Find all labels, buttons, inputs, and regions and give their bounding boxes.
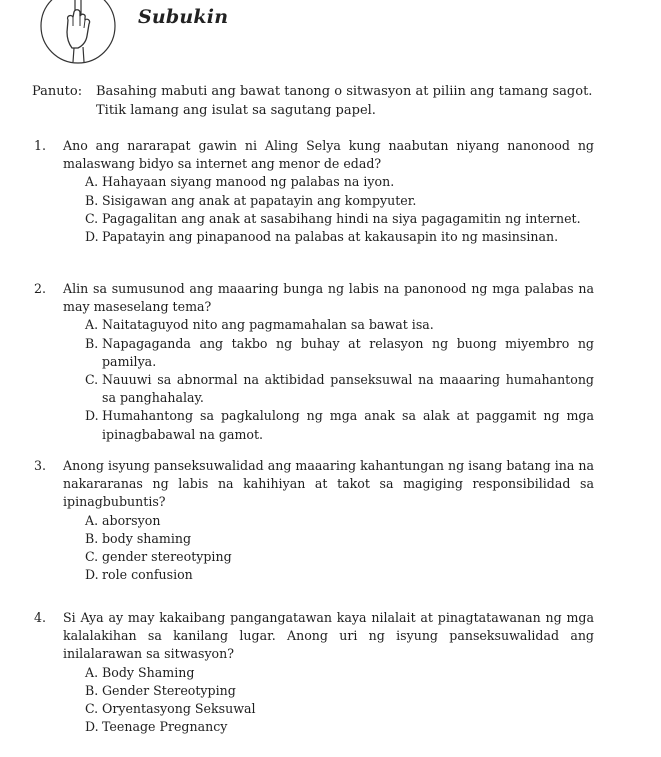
choice-text: Sisigawan ang anak at papatayin ang kompyuter. — [102, 192, 417, 208]
choice-letter: D. — [85, 567, 99, 583]
question-text: Ano ang nararapat gawin ni Aling Selya kung naabutan niyang nanonood ng malaswang bidyo sa internet ang menor de edad? — [63, 138, 594, 172]
choice-c — [85, 548, 594, 566]
question-2 — [34, 280, 594, 444]
question-1 — [34, 137, 594, 246]
choice-letter: B. — [85, 335, 99, 351]
choice-letter: C. — [85, 210, 99, 226]
choice-text: gender stereotyping — [102, 549, 232, 565]
choice-d — [85, 407, 594, 443]
instructions — [32, 82, 632, 120]
choice-letter: A. — [85, 664, 99, 680]
choice-text: Body Shaming — [102, 664, 195, 680]
choice-letter: C. — [85, 372, 99, 388]
choice-text: Pagagalitan ang anak at sasabihang hindi na siya pagagamitin ng internet. — [102, 210, 581, 226]
choice-text: Gender Stereotyping — [102, 682, 236, 698]
question-text: Si Aya ay may kakaibang pangangatawan kaya nilalait at pinagtatawanan ng mga kalalakihan sa kanilang lugar. Anong uri ng isyung panseksuwalidad ang inilalarawan sa sitwasyon? — [63, 610, 594, 662]
question-4 — [34, 609, 594, 736]
choice-letter: B. — [85, 530, 99, 546]
choice-letter: B. — [85, 192, 99, 208]
question-number: 1. — [34, 138, 47, 153]
choice-text: aborsyon — [102, 512, 161, 528]
choice-c — [85, 210, 594, 228]
choice-letter: C. — [85, 701, 99, 717]
choice-text: Oryentasyong Seksuwal — [102, 701, 256, 717]
choice-text: Papatayin ang pinapanood na palabas at kakausapin ito ng masinsinan. — [102, 229, 559, 245]
instructions-text-line2: Titik lamang ang isulat sa sagutang papel. — [96, 103, 376, 118]
choice-b — [85, 335, 594, 371]
choice-letter: B. — [85, 682, 99, 698]
choice-b — [85, 530, 594, 548]
choice-d — [85, 228, 594, 246]
choice-letter: C. — [85, 549, 99, 565]
choice-letter: D. — [85, 408, 99, 424]
choice-c — [85, 371, 594, 407]
question-text: Anong isyung panseksuwalidad ang maaaring kahantungan ng isang batang ina na nakararanas ng labis na kahihiyan at takot sa magiging responsibilidad sa ipinagbubuntis? — [63, 458, 594, 510]
instructions-text-line1: Basahing mabuti ang bawat tanong o sitwasyon at piliin ang tamang sagot. — [96, 84, 593, 99]
choice-letter: A. — [85, 512, 99, 528]
choice-c — [85, 700, 594, 718]
choice-text: Teenage Pregnancy — [102, 719, 228, 735]
question-number: 4. — [34, 610, 47, 625]
choice-list — [85, 316, 594, 443]
choice-letter: D. — [85, 719, 99, 735]
choice-d — [85, 718, 594, 736]
question-number: 2. — [34, 281, 47, 296]
question-3 — [34, 457, 594, 584]
choice-list — [85, 664, 594, 737]
question-text: Alin sa sumusunod ang maaaring bunga ng labis na panonood ng mga palabas na may maseselang tema? — [63, 281, 594, 315]
raised-hand-pencil-icon — [38, 0, 118, 66]
choice-text: body shaming — [102, 530, 192, 546]
instructions-label: Panuto: — [32, 84, 83, 99]
choice-a — [85, 664, 594, 682]
choice-a — [85, 512, 594, 530]
choice-text: Nauuwi sa abnormal na aktibidad panseksuwal na maaaring humahantong sa panghahalay. — [102, 372, 594, 406]
question-number: 3. — [34, 458, 47, 473]
choice-b — [85, 192, 594, 210]
choice-text: Hahayaan siyang manood ng palabas na iyon. — [102, 174, 395, 190]
section-header — [38, 0, 638, 72]
choice-a — [85, 173, 594, 191]
choice-list — [85, 173, 594, 246]
choice-text: role confusion — [102, 567, 193, 583]
choice-letter: A. — [85, 174, 99, 190]
choice-b — [85, 682, 594, 700]
choice-text: Humahantong sa pagkalulong ng mga anak sa alak at paggamit ng mga ipinagbabawal na gamot. — [102, 408, 594, 442]
choice-d — [85, 566, 594, 584]
choice-list — [85, 512, 594, 585]
choice-text: Napagaganda ang takbo ng buhay at relasyon ng buong miyembro ng pamilya. — [102, 335, 594, 369]
choice-text: Naitataguyod nito ang pagmamahalan sa bawat isa. — [102, 317, 434, 333]
page-title: Subukin — [138, 6, 229, 28]
choice-letter: A. — [85, 317, 99, 333]
choice-letter: D. — [85, 229, 99, 245]
choice-a — [85, 316, 594, 334]
